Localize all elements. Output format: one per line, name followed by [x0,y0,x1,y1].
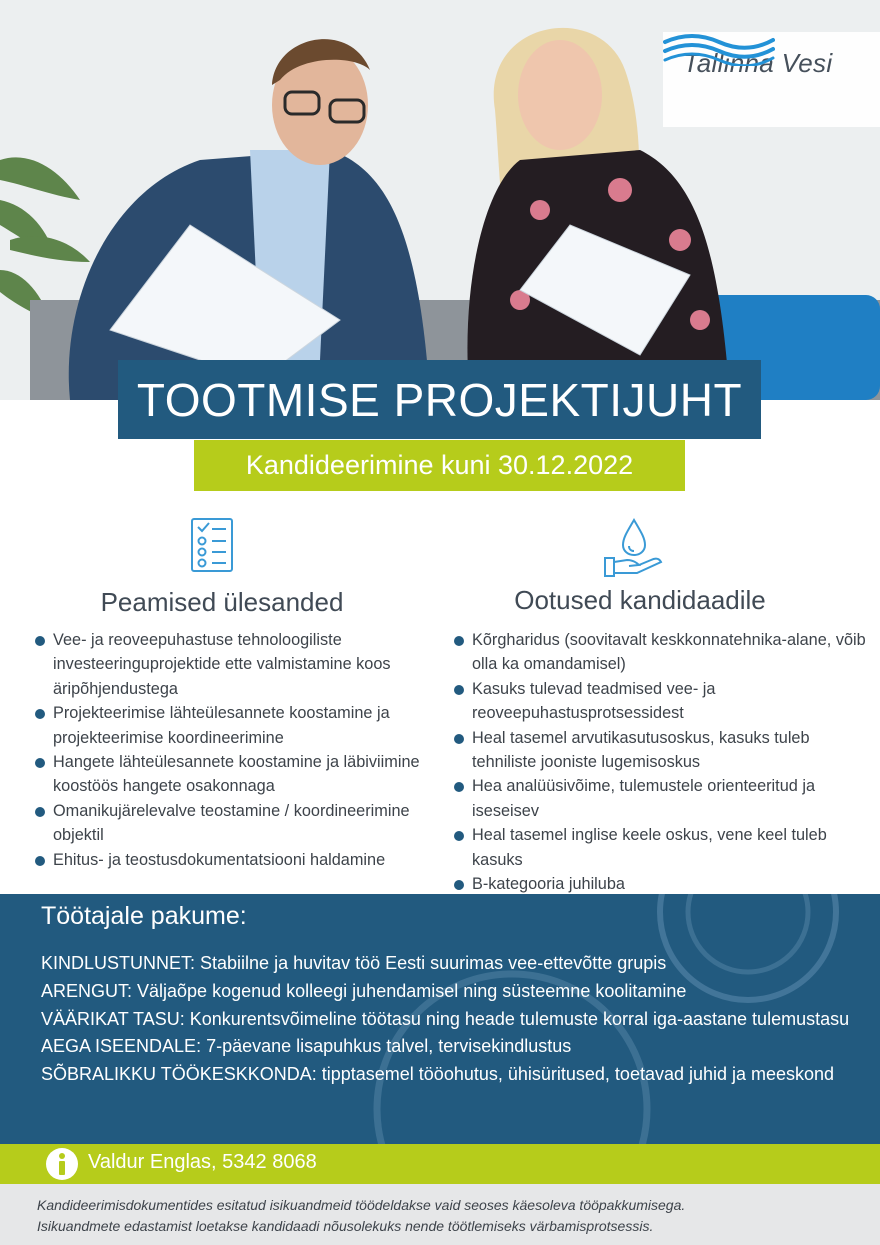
list-item: B-kategooria juhiluba [454,872,869,896]
company-logo [663,32,880,127]
contact-bar [0,1144,880,1184]
list-item: Hangete lähteülesannete koostamine ja läbiviimine koostöös hangete osakonnaga [35,750,455,799]
expectations-heading: Ootused kandidaadile [514,585,766,615]
tasks-heading: Peamised ülesanded [100,587,344,617]
offer-line: KINDLUSTUNNET: Stabiilne ja huvitav töö Eesti suurimas vee-ettevõtte grupis [41,953,667,973]
deadline-text: Kandideerimine kuni 30.12.2022 [245,450,634,480]
offer-line: ARENGUT: Väljaõpe kogenud kolleegi juhendamisel ning süsteemne koolitamine [41,980,687,1001]
privacy-line: Kandideerimisdokumentides esitatud isikuandmeid töödeldakse vaid seoses käesoleva tööpakkumisega. [37,1197,686,1213]
privacy-notice [37,1195,857,1237]
list-item: Kasuks tulevad teadmised vee- ja reoveepuhastusprotsessidest [454,677,869,726]
header-photo [0,0,880,400]
offer-line: VÄÄRIKAT TASU: Konkurentsvõimeline töötasu ning heade tulemuste korral iga-aastane tulemustasu [41,1008,850,1029]
offer-section [0,894,880,1144]
offer-line: AEGA ISEENDALE: 7-päevane lisapuhkus talvel, tervisekindlustus [41,1036,572,1057]
list-item: Kõrgharidus (soovitavalt keskkonnatehnika-alane, võib olla ka omandamisel) [454,628,869,677]
water-drop-hand-icon [603,518,665,578]
offer-heading: Töötajale pakume: [41,902,247,930]
list-item: Vee- ja reoveepuhastuse tehnoloogiliste investeeringuprojektide ette valmistamine koos äripõhjendustega [35,628,455,701]
list-item: Hea analüüsivõime, tulemustele orienteeritud ja iseseisev [454,774,869,823]
list-item: Heal tasemel inglise keele oskus, vene keel tuleb kasuks [454,823,869,872]
list-item: Projekteerimise lähteülesannete koostamine ja projekteerimise koordineerimine [35,701,455,750]
contact-person: Valdur Englas, 5342 8068 [88,1151,317,1173]
privacy-line: Isikuandmete edastamist loetakse kandidaadi nõusolekuks nende töötlemiseks värbamisprotsessis. [37,1218,654,1234]
tasks-list [35,628,455,872]
list-item: Heal tasemel arvutikasutusoskus, kasuks tuleb tehniliste jooniste lugemisoskus [454,726,869,775]
list-item: Omanikujärelevalve teostamine / koordineerimine objektil [35,799,455,848]
offer-line: SÕBRALIKKU TÖÖKESKKONDA: tipptasemel tööohutus, ühisüritused, toetavad juhid ja meeskond [41,1064,835,1085]
job-title-banner [118,360,761,439]
offer-list [41,950,861,1089]
waves-icon [663,32,775,66]
info-icon [45,1147,79,1181]
checklist-icon [190,517,234,573]
logo-text: Tallinna Vesi [683,48,833,78]
deadline-banner [194,440,685,491]
job-title: TOOTMISE PROJEKTIJUHT [136,373,743,426]
list-item: Ehitus- ja teostusdokumentatsiooni haldamine [35,848,455,872]
expectations-list [454,628,869,896]
privacy-footer [0,1184,880,1245]
